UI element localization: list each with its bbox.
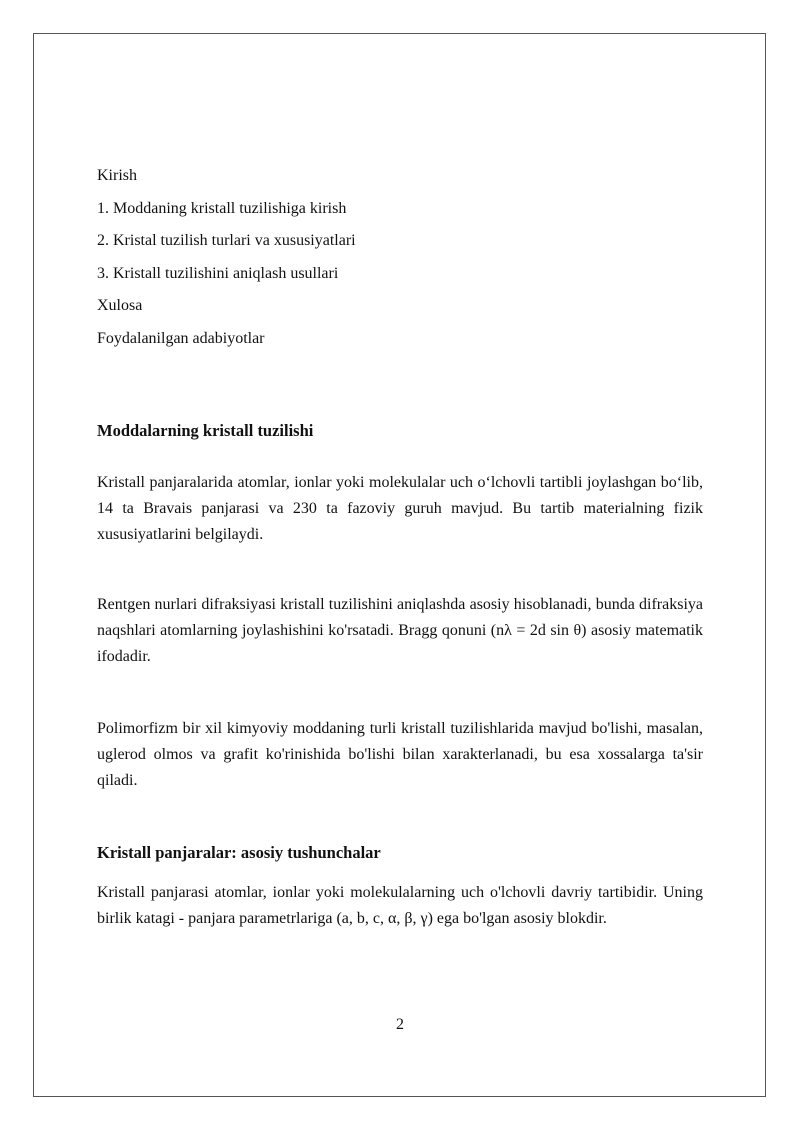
- toc-item-references: Foydalanilgan adabiyotlar: [97, 329, 265, 347]
- toc-item-intro: Kirish: [97, 167, 137, 184]
- table-of-contents: [97, 160, 703, 356]
- toc-item-conclusion: Xulosa: [97, 297, 143, 315]
- paragraph-xray-diffraction: Rentgen nurlari difraksiyasi kristall tuzilishini aniqlashda asosiy hisoblanadi, bunda difraksiya naqshlari atomlarning joylashishini ko'rsatadi. Bragg qonuni (nλ = 2d sin θ) asosiy matematik ifodadir.: [97, 596, 703, 665]
- paragraph-unit-cell: Kristall panjarasi atomlar, ionlar yoki molekulalarning uch o'lchovli davriy tartibidir. Uning birlik katagi - panjara parametrlariga (a, b, c, α, β, γ) ega bo'lgan asosiy blokdir.: [97, 884, 703, 927]
- toc-item-chapter-2: 2. Kristal tuzilish turlari va xususiyatlari: [97, 232, 356, 250]
- section-heading-crystal-structure: Moddalarning kristall tuzilishi: [97, 421, 314, 440]
- page-number: 2: [396, 1016, 404, 1033]
- toc-item-chapter-3: 3. Kristall tuzilishini aniqlash usullari: [97, 264, 339, 282]
- paragraph-polymorphism: Polimorfizm bir xil kimyoviy moddaning turli kristall tuzilishlarida mavjud bo'lishi, masalan, uglerod olmos va grafit ko'rinishida bo'lishi bilan xarakterlanadi, bu esa xossalarga ta'sir qiladi.: [97, 720, 703, 789]
- section-heading-crystal-lattices: Kristall panjaralar: asosiy tushunchalar: [97, 843, 381, 862]
- toc-item-chapter-1: 1. Moddaning kristall tuzilishiga kirish: [97, 199, 347, 217]
- paragraph-lattice-order: Kristall panjaralarida atomlar, ionlar yoki molekulalar uch o‘lchovli tartibli joylashgan bo‘lib, 14 ta Bravais panjarasi va 230 ta fazoviy guruh mavjud. Bu tartib materialning fizik xususiyatlarini belgilaydi.: [97, 474, 703, 543]
